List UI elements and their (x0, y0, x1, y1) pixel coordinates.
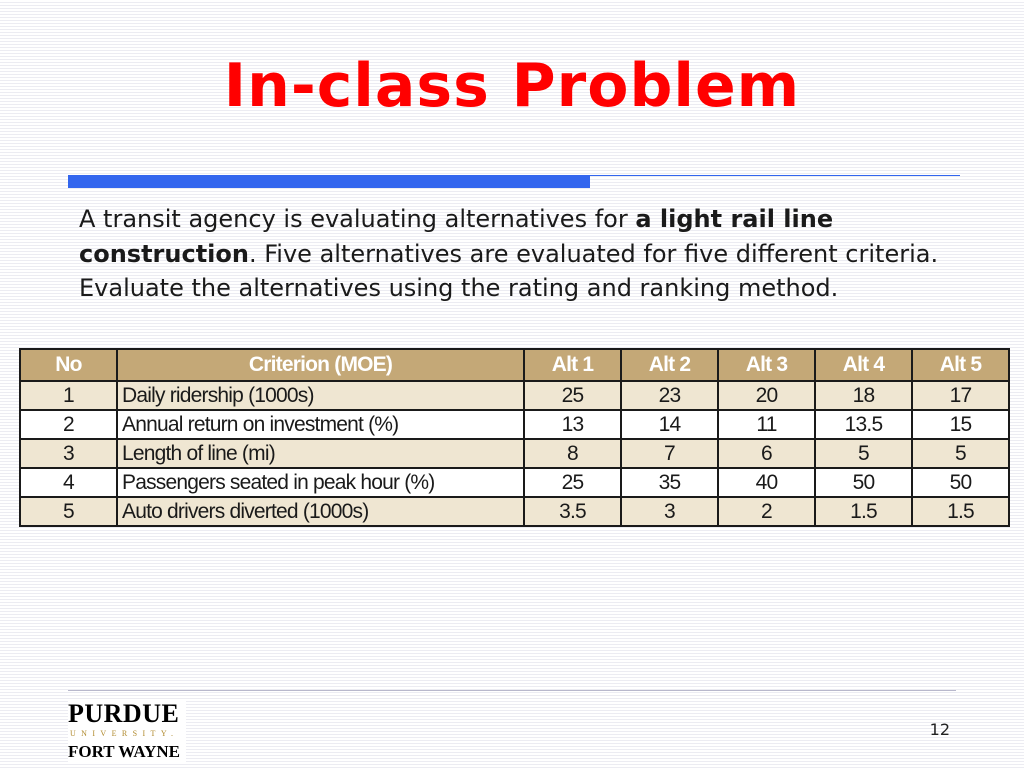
value-cell: 14 (621, 410, 718, 439)
value-cell: 18 (815, 381, 912, 410)
row-number: 4 (20, 468, 117, 497)
criterion-cell: Auto drivers diverted (1000s) (117, 497, 524, 526)
statement-part-1: A transit agency is evaluating alternatives for (79, 205, 636, 233)
problem-statement (79, 202, 959, 306)
value-cell: 2 (718, 497, 815, 526)
header-alt-2: Alt 2 (621, 349, 718, 381)
value-cell: 40 (718, 468, 815, 497)
statement-bold: a light rail line construction (79, 205, 834, 268)
title-underline-thick (68, 175, 590, 188)
logo-purdue: PURDUE (68, 699, 180, 728)
value-cell: 20 (718, 381, 815, 410)
university-logo (68, 700, 186, 762)
title-underline-thin (590, 175, 960, 176)
row-number: 5 (20, 497, 117, 526)
table-row (20, 497, 1009, 526)
row-number: 3 (20, 439, 117, 468)
header-alt-5: Alt 5 (912, 349, 1009, 381)
logo-university: UNIVERSITY. (70, 729, 179, 738)
row-number: 1 (20, 381, 117, 410)
header-alt-3: Alt 3 (718, 349, 815, 381)
header-alt-4: Alt 4 (815, 349, 912, 381)
page-number: 12 (929, 720, 950, 739)
criterion-cell: Length of line (mi) (117, 439, 524, 468)
criterion-cell: Annual return on investment (%) (117, 410, 524, 439)
value-cell: 3.5 (524, 497, 621, 526)
logo-fort-wayne: FORT WAYNE (68, 742, 180, 761)
statement-part-2: . Five alternatives are evaluated for five different criteria. Evaluate the alternatives using the rating and ranking method. (79, 239, 939, 302)
row-number: 2 (20, 410, 117, 439)
value-cell: 7 (621, 439, 718, 468)
footer-divider (68, 690, 956, 691)
value-cell: 13 (524, 410, 621, 439)
header-criterion: Criterion (MOE) (117, 349, 524, 381)
value-cell: 5 (912, 439, 1009, 468)
value-cell: 3 (621, 497, 718, 526)
slide-title: In-class Problem (223, 51, 801, 121)
table-row (20, 468, 1009, 497)
value-cell: 50 (912, 468, 1009, 497)
criterion-cell: Daily ridership (1000s) (117, 381, 524, 410)
header-no: No (20, 349, 117, 381)
value-cell: 13.5 (815, 410, 912, 439)
value-cell: 11 (718, 410, 815, 439)
value-cell: 1.5 (815, 497, 912, 526)
table-row (20, 439, 1009, 468)
table-header-row (20, 349, 1009, 381)
table-row (20, 381, 1009, 410)
value-cell: 17 (912, 381, 1009, 410)
value-cell: 15 (912, 410, 1009, 439)
value-cell: 35 (621, 468, 718, 497)
value-cell: 8 (524, 439, 621, 468)
value-cell: 5 (815, 439, 912, 468)
value-cell: 1.5 (912, 497, 1009, 526)
table-row (20, 410, 1009, 439)
value-cell: 50 (815, 468, 912, 497)
value-cell: 25 (524, 468, 621, 497)
criteria-table (19, 348, 1010, 527)
header-alt-1: Alt 1 (524, 349, 621, 381)
value-cell: 25 (524, 381, 621, 410)
value-cell: 23 (621, 381, 718, 410)
value-cell: 6 (718, 439, 815, 468)
criterion-cell: Passengers seated in peak hour (%) (117, 468, 524, 497)
